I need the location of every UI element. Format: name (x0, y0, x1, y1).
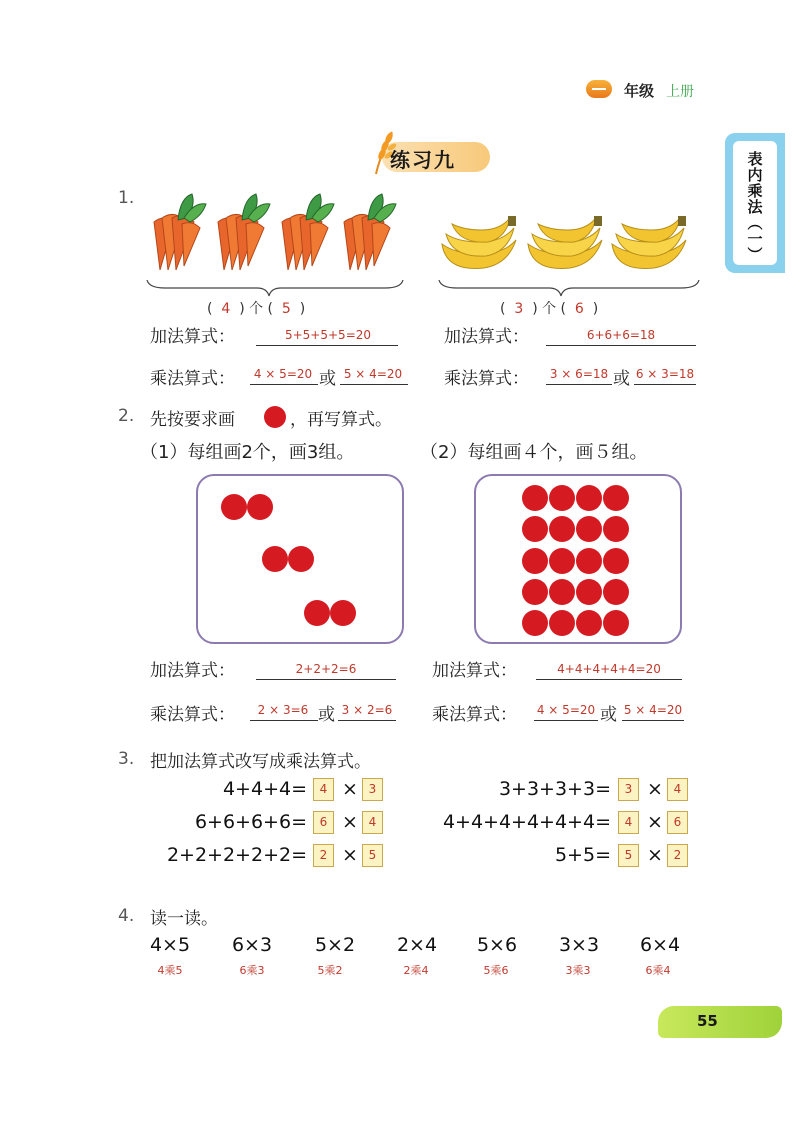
answer-box: 4 (313, 778, 334, 801)
q3-eq: 2+2+2+2+2= (166, 844, 307, 866)
q2-part1-mul-label: 乘法算式： (150, 705, 235, 725)
red-dot (549, 548, 575, 574)
q2-part1-mul1: 2 × 3=6 (257, 703, 309, 717)
grade-badge-icon (586, 80, 612, 98)
read-expression: 6×4 (639, 934, 681, 956)
answer-box: 4 (618, 811, 639, 834)
q2-part2-mul2: 5 × 4=20 (623, 703, 683, 717)
q3-eq: 6+6+6+6= (194, 811, 307, 833)
group-braces (145, 278, 705, 300)
q3-prompt: 把加法算式改写成乘法算式。 (150, 752, 371, 772)
answer-line (338, 720, 396, 721)
q3-number: 3. (118, 749, 135, 769)
q1-right-add-label: 加法算式： (444, 327, 529, 347)
read-expression: 2×4 (396, 934, 438, 956)
q4-number: 4. (118, 906, 135, 926)
answer-box: 6 (667, 811, 688, 834)
q3-eq: 4+4+4= (222, 778, 307, 800)
times-sign: × (342, 811, 358, 833)
red-dot (522, 610, 548, 636)
or-label: 或 (613, 369, 630, 389)
chapter-tab (725, 133, 785, 273)
red-dot (288, 546, 314, 572)
answer-line (250, 720, 318, 721)
q2-part2-add-answer: 4+4+4+4+4=20 (557, 662, 661, 676)
read-expression: 5×6 (476, 934, 518, 956)
read-expression: 6×3 (231, 934, 273, 956)
answer-line (622, 720, 684, 721)
q1-right-count: ( 3 ) 个 ( 6 ) (500, 301, 599, 317)
q1-left-count: ( 4 ) 个 ( 5 ) (207, 301, 306, 317)
q3-eq: 4+4+4+4+4+4= (442, 811, 611, 833)
q2-part1-mul2: 3 × 2=6 (341, 703, 393, 717)
red-dot (304, 600, 330, 626)
red-dot (576, 485, 602, 511)
red-dot (576, 579, 602, 605)
answer-line (340, 384, 408, 385)
carrot-bunch-icon (150, 188, 410, 276)
answer-box: 4 (362, 811, 383, 834)
times-sign: × (647, 778, 663, 800)
q3-eq: 3+3+3+3= (498, 778, 611, 800)
q4-prompt: 读一读。 (150, 909, 218, 929)
times-sign: × (342, 844, 358, 866)
q2-part2-add-label: 加法算式： (432, 661, 517, 681)
title-text: 练习九 (390, 148, 456, 172)
q1-number: 1. (118, 188, 135, 208)
red-dot (603, 610, 629, 636)
q1-left-add-answer: 5+5+5+5=20 (284, 328, 372, 342)
q2-part2-mul1: 4 × 5=20 (536, 703, 596, 717)
chapter-tab-label: 表内乘法（一） (745, 151, 764, 263)
read-answer: 6乘3 (239, 964, 265, 977)
q1-right-add-answer: 6+6+6=18 (586, 328, 656, 342)
q1-left-add-label: 加法算式： (150, 327, 235, 347)
q2-number: 2. (118, 406, 135, 426)
q1-left-mul2: 5 × 4=20 (343, 367, 403, 381)
red-dot (330, 600, 356, 626)
q1-left-mul-label: 乘法算式： (150, 369, 235, 389)
red-dot (603, 485, 629, 511)
exercise-title (370, 128, 490, 176)
red-dot (522, 548, 548, 574)
read-answer: 3乘3 (565, 964, 591, 977)
red-dot (576, 516, 602, 542)
red-dot (603, 548, 629, 574)
answer-line (256, 679, 396, 680)
answer-box: 4 (667, 778, 688, 801)
answer-box: 6 (313, 811, 334, 834)
answer-line (534, 720, 598, 721)
answer-box: 3 (362, 778, 383, 801)
read-answer: 5乘6 (483, 964, 509, 977)
red-dot (549, 579, 575, 605)
q2-part2-mul-label: 乘法算式： (432, 705, 517, 725)
red-dot (549, 610, 575, 636)
answer-line (546, 345, 696, 346)
red-dot (522, 485, 548, 511)
red-dot (576, 610, 602, 636)
term-label: 上册 (666, 84, 694, 100)
answer-line (634, 384, 696, 385)
answer-box: 5 (362, 844, 383, 867)
answer-line (536, 679, 682, 680)
q1-right-mul2: 6 × 3=18 (635, 367, 695, 381)
red-dot (522, 516, 548, 542)
read-expression: 5×2 (314, 934, 356, 956)
read-answer: 4乘5 (157, 964, 183, 977)
red-dot (603, 579, 629, 605)
red-dot (576, 548, 602, 574)
page-leaf-icon (658, 1006, 782, 1038)
answer-box: 2 (313, 844, 334, 867)
q1-left-mul1: 4 × 5=20 (253, 367, 313, 381)
read-expression: 3×3 (558, 934, 600, 956)
red-dot (221, 494, 247, 520)
answer-box: 2 (667, 844, 688, 867)
q2-prompt-a: 先按要求画 (150, 410, 235, 430)
or-label: 或 (600, 705, 617, 725)
red-dot-icon (264, 406, 286, 428)
read-answer: 5乘2 (317, 964, 343, 977)
q2-part1-label: （1）每组画2个，画3组。 (140, 442, 355, 463)
answer-line (256, 345, 398, 346)
or-label: 或 (318, 705, 335, 725)
red-dot (603, 516, 629, 542)
grade-label: 年级 (624, 82, 655, 100)
banana-bunch-icon (438, 210, 688, 276)
times-sign: × (647, 811, 663, 833)
read-answer: 6乘4 (645, 964, 671, 977)
q1-right-mul-label: 乘法算式： (444, 369, 529, 389)
read-expression: 4×5 (149, 934, 191, 956)
q1-right-mul1: 3 × 6=18 (549, 367, 609, 381)
red-dot (247, 494, 273, 520)
q2-part2-label: （2）每组画４个，画５组。 (420, 442, 648, 463)
page-number: 55 (697, 1012, 718, 1030)
q2-part1-add-answer: 2+2+2=6 (295, 662, 357, 676)
red-dot (262, 546, 288, 572)
q2-prompt-b: ，再写算式。 (290, 410, 392, 430)
times-sign: × (647, 844, 663, 866)
answer-box: 3 (618, 778, 639, 801)
read-answer: 2乘4 (403, 964, 429, 977)
q3-eq: 5+5= (554, 844, 611, 866)
red-dot (549, 485, 575, 511)
answer-line (250, 384, 318, 385)
answer-line (546, 384, 612, 385)
red-dot (549, 516, 575, 542)
times-sign: × (342, 778, 358, 800)
or-label: 或 (319, 369, 336, 389)
red-dot (522, 579, 548, 605)
q2-part1-add-label: 加法算式： (150, 661, 235, 681)
answer-box: 5 (618, 844, 639, 867)
